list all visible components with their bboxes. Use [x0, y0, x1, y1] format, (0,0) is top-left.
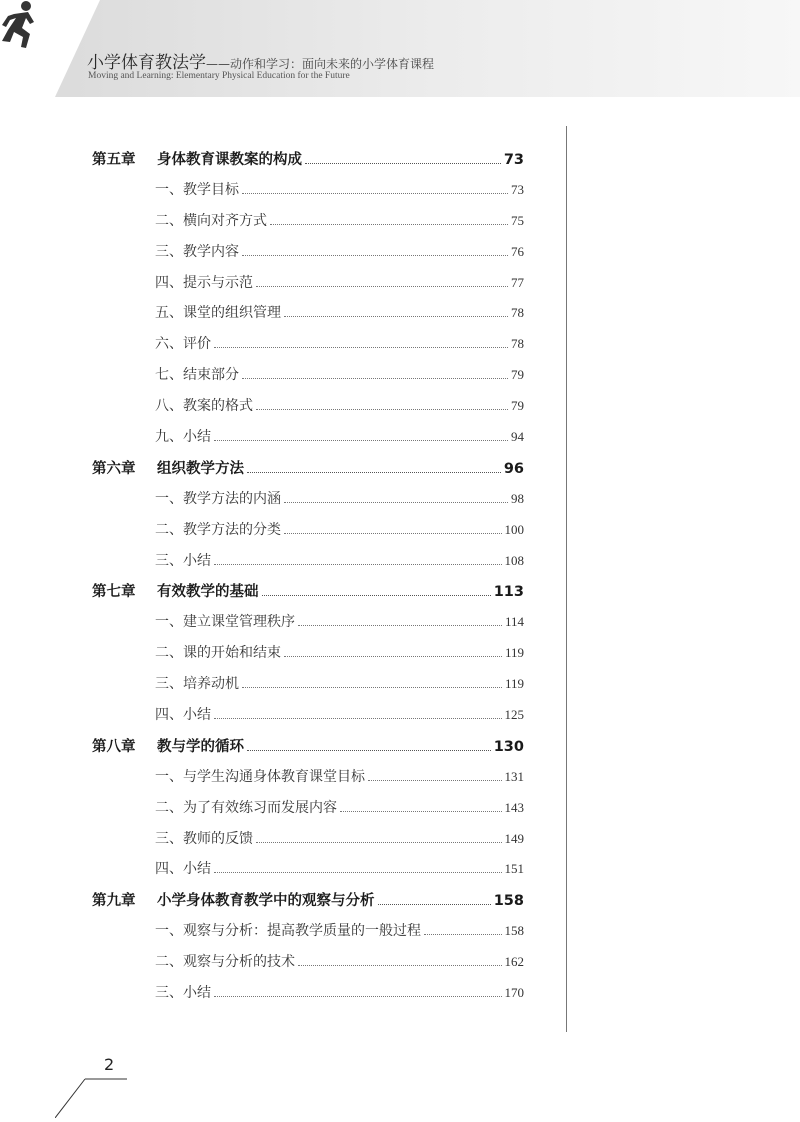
page-ref: 100 — [504, 521, 524, 537]
page-number: 2 — [104, 1055, 115, 1074]
toc-section-row[interactable] — [92, 364, 524, 395]
page-ref: 149 — [504, 830, 524, 846]
chapter-title: 组织教学方法 — [157, 460, 244, 477]
page-ref: 73 — [503, 152, 524, 168]
book-title-english: Moving and Learning: Elementary Physical Education for the Future — [88, 71, 350, 81]
dot-leader — [298, 964, 502, 966]
book-title — [87, 48, 434, 73]
page-ref: 119 — [504, 645, 524, 661]
page-ref: 170 — [504, 985, 524, 1001]
section-title: 七、结束部分 — [155, 367, 239, 384]
toc-section-row[interactable] — [92, 179, 524, 210]
section-title: 四、小结 — [155, 861, 211, 878]
page-ref: 125 — [504, 707, 524, 723]
dot-leader — [214, 995, 502, 997]
dot-leader — [284, 315, 508, 317]
toc-section-row[interactable] — [92, 395, 524, 426]
toc-section-row[interactable] — [92, 673, 524, 704]
toc-section-row[interactable] — [92, 828, 524, 859]
page-ref: 96 — [503, 460, 524, 477]
section-title: 二、课的开始和结束 — [155, 645, 281, 662]
page-ref: 158 — [504, 923, 524, 939]
dot-leader — [242, 686, 502, 688]
page-ref: 94 — [511, 429, 524, 445]
toc-section-row[interactable] — [92, 333, 524, 364]
page-ref: 158 — [493, 893, 524, 910]
dot-leader — [242, 254, 508, 256]
dot-leader — [242, 377, 508, 379]
toc-section-row[interactable] — [92, 488, 524, 519]
margin-rule — [566, 126, 567, 1032]
page-ref: 73 — [511, 181, 524, 197]
dot-leader — [256, 285, 508, 287]
toc-section-row[interactable] — [92, 210, 524, 241]
toc-chapter-row[interactable] — [92, 889, 524, 920]
page-ref: 78 — [511, 336, 524, 352]
toc-chapter-row[interactable] — [92, 148, 524, 179]
toc-section-row[interactable] — [92, 766, 524, 797]
dot-leader — [298, 624, 502, 626]
chapter-number: 第六章 — [92, 460, 136, 477]
dot-leader — [284, 501, 508, 503]
dot-leader — [368, 779, 502, 781]
running-man-icon — [0, 0, 40, 50]
dot-leader — [378, 903, 491, 905]
section-title: 八、教案的格式 — [155, 398, 253, 415]
section-title: 六、评价 — [155, 336, 211, 353]
section-title: 四、小结 — [155, 707, 211, 724]
dot-leader — [424, 933, 502, 935]
page-ref: 79 — [511, 398, 524, 414]
dot-leader — [247, 471, 501, 473]
dot-leader — [256, 408, 508, 410]
section-title: 二、观察与分析的技术 — [155, 954, 295, 971]
chapter-number: 第八章 — [92, 738, 136, 755]
book-title-sub: ——动作和学习：面向未来的小学体育课程 — [206, 57, 435, 71]
table-of-contents — [92, 148, 524, 1013]
book-title-main: 小学体育教法学 — [87, 53, 206, 73]
toc-section-row[interactable] — [92, 426, 524, 457]
toc-section-row[interactable] — [92, 704, 524, 735]
chapter-number: 第九章 — [92, 893, 136, 910]
page-ref: 131 — [504, 768, 524, 784]
dot-leader — [247, 749, 491, 751]
chapter-title: 教与学的循环 — [157, 738, 244, 755]
footer-decoration — [55, 1078, 135, 1118]
page-ref: 78 — [511, 305, 524, 321]
toc-section-row[interactable] — [92, 920, 524, 951]
section-title: 三、教学内容 — [155, 243, 239, 260]
section-title: 一、教学方法的内涵 — [155, 490, 281, 507]
toc-section-row[interactable] — [92, 519, 524, 550]
section-title: 一、建立课堂管理秩序 — [155, 614, 295, 631]
section-title: 三、培养动机 — [155, 676, 239, 693]
page-ref: 98 — [511, 490, 524, 506]
dot-leader — [284, 655, 502, 657]
toc-section-row[interactable] — [92, 858, 524, 889]
dot-leader — [270, 223, 508, 225]
toc-section-row[interactable] — [92, 302, 524, 333]
section-title: 九、小结 — [155, 429, 211, 446]
page-ref: 75 — [511, 212, 524, 228]
chapter-title: 小学身体教育教学中的观察与分析 — [157, 893, 375, 910]
page-ref: 77 — [511, 274, 524, 290]
section-title: 三、小结 — [155, 985, 211, 1002]
chapter-number: 第五章 — [92, 152, 136, 168]
toc-section-row[interactable] — [92, 642, 524, 673]
page-ref: 162 — [504, 954, 524, 970]
toc-section-row[interactable] — [92, 951, 524, 982]
toc-section-row[interactable] — [92, 611, 524, 642]
section-title: 一、与学生沟通身体教育课堂目标 — [155, 768, 365, 785]
section-title: 二、为了有效练习而发展内容 — [155, 799, 337, 816]
dot-leader — [214, 871, 502, 873]
section-title: 一、教学目标 — [155, 181, 239, 198]
dot-leader — [256, 841, 502, 843]
running-header — [0, 0, 800, 97]
toc-section-row[interactable] — [92, 272, 524, 303]
section-title: 二、横向对齐方式 — [155, 212, 267, 229]
dot-leader — [262, 594, 491, 596]
toc-chapter-row[interactable] — [92, 580, 524, 611]
section-title: 二、教学方法的分类 — [155, 521, 281, 538]
toc-section-row[interactable] — [92, 982, 524, 1013]
chapter-title: 有效教学的基础 — [157, 584, 259, 601]
page-ref: 114 — [504, 614, 524, 630]
dot-leader — [284, 532, 502, 534]
page-ref: 151 — [504, 861, 524, 877]
section-title: 一、观察与分析：提高教学质量的一般过程 — [155, 923, 421, 940]
page-ref: 79 — [511, 367, 524, 383]
section-title: 三、教师的反馈 — [155, 830, 253, 847]
dot-leader — [340, 810, 502, 812]
section-title: 五、课堂的组织管理 — [155, 305, 281, 322]
dot-leader — [242, 192, 508, 194]
dot-leader — [305, 162, 501, 164]
toc-section-row[interactable] — [92, 241, 524, 272]
page-ref: 76 — [511, 243, 524, 259]
toc-chapter-row[interactable] — [92, 457, 524, 488]
toc-section-row[interactable] — [92, 797, 524, 828]
page-ref: 113 — [493, 584, 524, 601]
section-title: 四、提示与示范 — [155, 274, 253, 291]
page-ref: 130 — [493, 738, 524, 755]
section-title: 三、小结 — [155, 552, 211, 569]
toc-chapter-row[interactable] — [92, 735, 524, 766]
dot-leader — [214, 717, 502, 719]
page-ref: 119 — [504, 676, 524, 692]
dot-leader — [214, 439, 508, 441]
dot-leader — [214, 563, 502, 565]
chapter-number: 第七章 — [92, 584, 136, 601]
chapter-title: 身体教育课教案的构成 — [157, 152, 302, 168]
page-ref: 108 — [504, 552, 524, 568]
page-ref: 143 — [504, 799, 524, 815]
dot-leader — [214, 346, 508, 348]
toc-section-row[interactable] — [92, 550, 524, 581]
